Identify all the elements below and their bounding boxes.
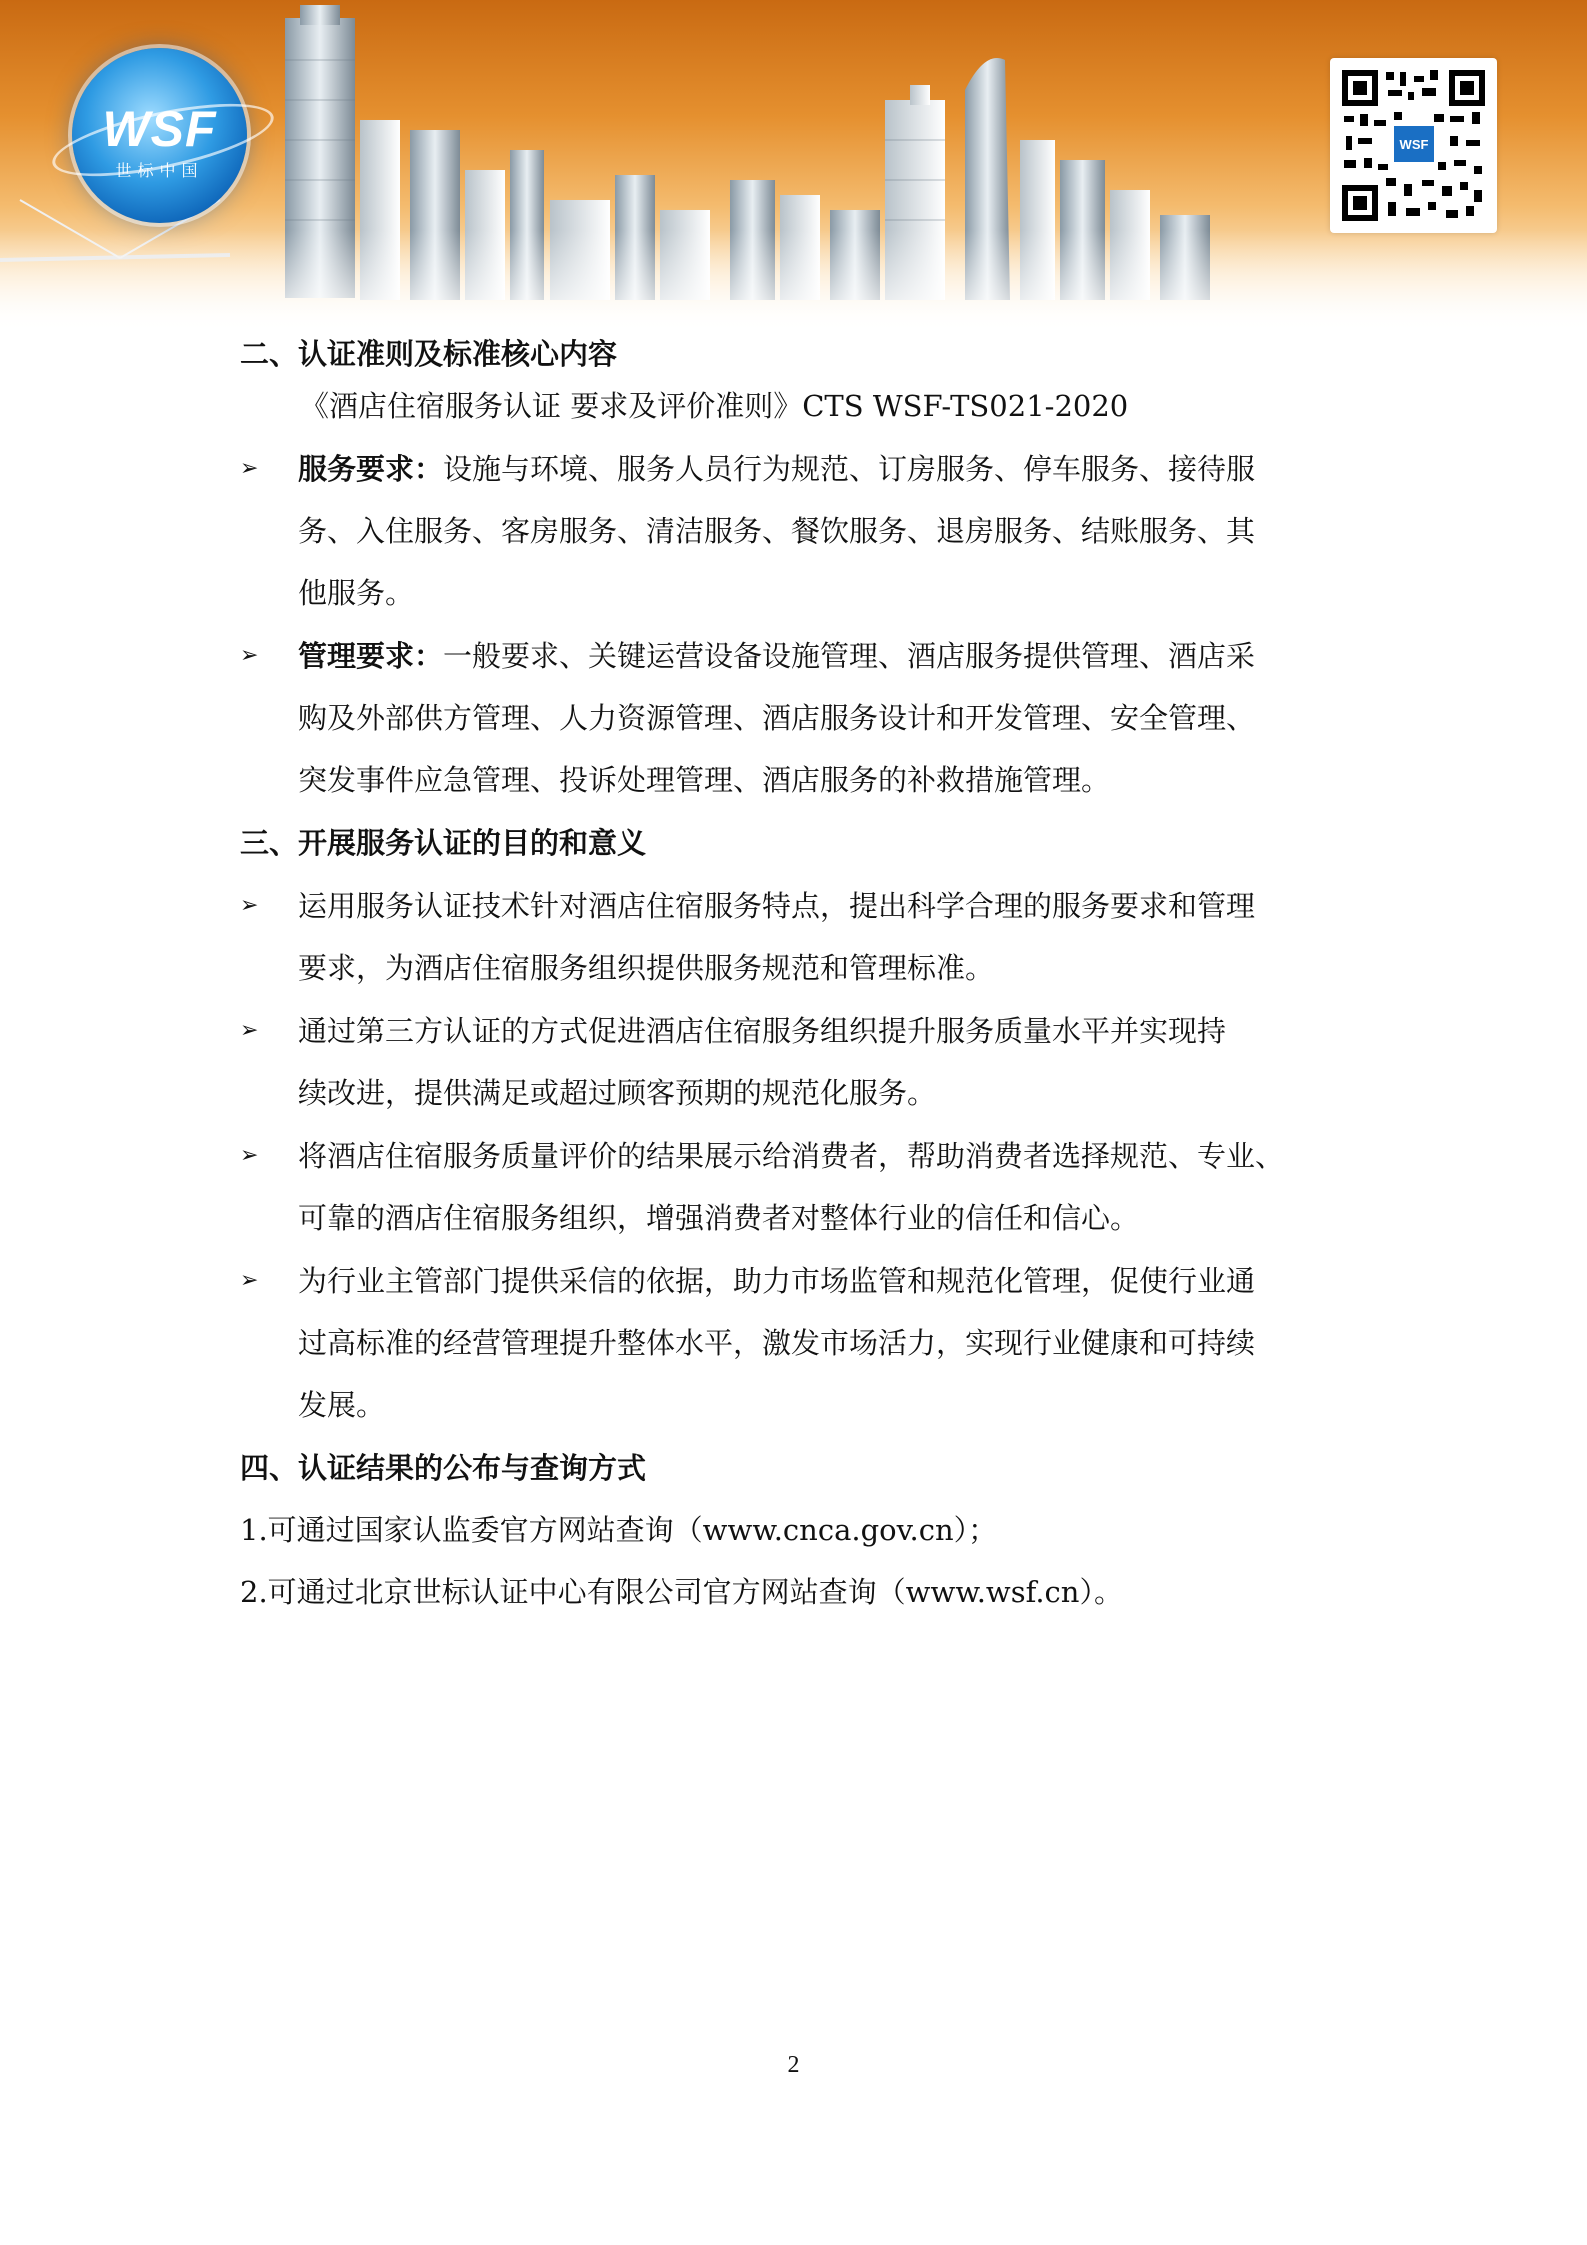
qr-code-icon bbox=[1338, 66, 1489, 225]
purpose-item-4-line-1: 为行业主管部门提供采信的依据，助力市场监管和规范化管理，促使行业通 bbox=[298, 1264, 1256, 1298]
service-requirements-line-1 bbox=[298, 449, 1255, 489]
wsf-logo bbox=[72, 48, 247, 223]
management-requirements-line-3: 突发事件应急管理、投诉处理管理、酒店服务的补救措施管理。 bbox=[298, 763, 1111, 797]
management-requirements-line-2: 购及外部供方管理、人力资源管理、酒店服务设计和开发管理、安全管理、 bbox=[298, 701, 1256, 735]
purpose-item-4-line-3: 发展。 bbox=[298, 1388, 386, 1422]
logo-mark: WSF bbox=[102, 101, 217, 157]
management-requirements-line-1 bbox=[298, 636, 1255, 676]
bullet-arrow-icon: ➢ bbox=[240, 643, 259, 668]
purpose-item-2-line-2: 续改进，提供满足或超过顾客预期的规范化服务。 bbox=[298, 1076, 937, 1110]
management-requirements-text: 一般要求、关键运营设备设施管理、酒店服务提供管理、酒店采 bbox=[443, 639, 1256, 673]
purpose-item-3-line-1: 将酒店住宿服务质量评价的结果展示给消费者，帮助消费者选择规范、专业、 bbox=[298, 1139, 1285, 1173]
standard-title: 《酒店住宿服务认证 要求及评价准则》CTS WSF-TS021-2020 bbox=[300, 389, 1129, 423]
purpose-item-1-line-1: 运用服务认证技术针对酒店住宿服务特点，提出科学合理的服务要求和管理 bbox=[298, 889, 1256, 923]
query-item-1: 1.可通过国家认监委官方网站查询（www.cnca.gov.cn）； bbox=[240, 1513, 998, 1547]
purpose-item-3-line-2: 可靠的酒店住宿服务组织，增强消费者对整体行业的信任和信心。 bbox=[298, 1201, 1140, 1235]
service-requirements-line-3: 他服务。 bbox=[298, 576, 415, 610]
purpose-item-1-line-2: 要求，为酒店住宿服务组织提供服务规范和管理标准。 bbox=[298, 951, 995, 985]
svg-text:WSF: WSF bbox=[1399, 137, 1429, 152]
logo-subtext: 世标中国 bbox=[115, 161, 204, 180]
bullet-arrow-icon: ➢ bbox=[240, 1143, 259, 1168]
section-3-heading: 三、开展服务认证的目的和意义 bbox=[240, 826, 647, 860]
purpose-item-2-line-1: 通过第三方认证的方式促进酒店住宿服务组织提升服务质量水平并实现持 bbox=[298, 1014, 1227, 1048]
bullet-arrow-icon: ➢ bbox=[240, 1018, 259, 1043]
management-requirements-label: 管理要求： bbox=[298, 639, 444, 673]
section-2-heading: 二、认证准则及标准核心内容 bbox=[240, 337, 618, 371]
service-requirements-line-2: 务、入住服务、客房服务、清洁服务、餐饮服务、退房服务、结账服务、其 bbox=[298, 514, 1256, 548]
query-item-2: 2.可通过北京世标认证中心有限公司官方网站查询（www.wsf.cn）。 bbox=[240, 1575, 1123, 1609]
header-banner bbox=[0, 0, 1587, 332]
bullet-arrow-icon: ➢ bbox=[240, 456, 259, 481]
page-number: 2 bbox=[787, 2052, 800, 2078]
section-4-heading: 四、认证结果的公布与查询方式 bbox=[240, 1451, 647, 1485]
bullet-arrow-icon: ➢ bbox=[240, 1268, 259, 1293]
qr-code-image bbox=[1330, 58, 1497, 233]
service-requirements-label: 服务要求： bbox=[298, 452, 444, 486]
purpose-item-4-line-2: 过高标准的经营管理提升整体水平，激发市场活力，实现行业健康和可持续 bbox=[298, 1326, 1256, 1360]
bullet-arrow-icon: ➢ bbox=[240, 893, 259, 918]
service-requirements-text: 设施与环境、服务人员行为规范、订房服务、停车服务、接待服 bbox=[443, 452, 1256, 486]
